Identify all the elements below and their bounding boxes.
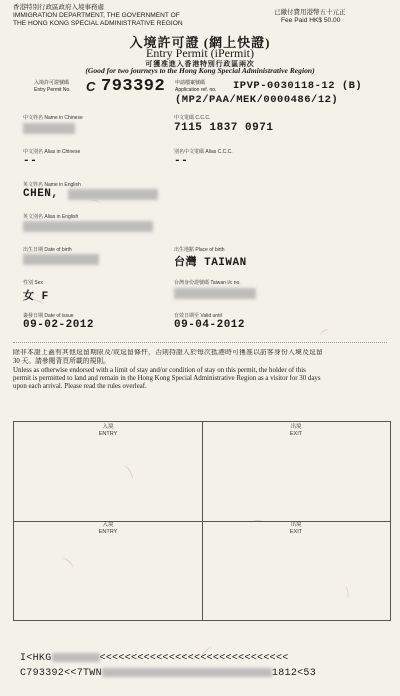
permit-number-label-english: Entry Permit No. <box>34 87 71 93</box>
permit-number-label-chinese: 入境許可證號碼 <box>34 80 70 86</box>
notice-english-1: Unless as otherwise endorsed with a limit of stay and/or condition of stay on this permit, the holder of this <box>13 367 306 374</box>
alias-chinese-value: -- <box>23 155 38 167</box>
ccc-label: 中文電碼 C.C.C. <box>174 115 211 121</box>
dob-label: 出生日期 Date of birth <box>23 247 72 253</box>
stamp-cell-entry-2 <box>14 522 202 536</box>
pob-value: 台灣 TAIWAN <box>174 257 247 269</box>
stamp-label-english: ENTRY <box>98 529 118 535</box>
name-english-value: CHEN, <box>23 188 59 200</box>
notice-english-2: permit is permitted to land and remain in the Hong Kong Special Administrative Region as a visitor for 30 days <box>13 375 321 382</box>
date-of-issue-value: 09-02-2012 <box>23 319 95 331</box>
taiwan-ic-label: 台灣身份證號碼 Taiwan i/c no. <box>174 280 241 286</box>
stamp-label-chinese: 出境 <box>290 424 302 430</box>
app-ref-value-2: (MP2/PAA/MEK/0000486/12) <box>175 94 339 106</box>
fee-chinese: 已繳付費用港幣五十元正 <box>274 9 346 16</box>
mrz-line-1-redacted <box>52 653 100 662</box>
mrz-line-2-redacted <box>102 668 272 677</box>
fee-english: Fee Paid HK$ 50.00 <box>281 17 341 24</box>
name-chinese-redacted <box>23 123 75 134</box>
app-ref-label-chinese: 申請檔案號碼 <box>175 80 206 86</box>
stamp-label-english: EXIT <box>289 529 303 535</box>
date-of-issue-label: 簽發日期 Date of issue <box>23 313 74 319</box>
stamp-label-chinese: 入境 <box>102 424 114 430</box>
stamp-grid <box>13 421 391 621</box>
valid-until-value: 09-04-2012 <box>174 319 246 331</box>
mrz-line-1 <box>20 653 289 664</box>
valid-until-label: 有效日期至 Valid until <box>174 313 222 319</box>
dob-redacted <box>23 254 99 265</box>
department-name-english-2: THE HONG KONG SPECIAL ADMINISTRATIVE REGION <box>13 20 183 27</box>
subtitle-english-text: Good for two journeys to the Hong Kong Special Administrative Region <box>87 66 313 75</box>
title-english: Entry Permit (iPermit) <box>146 46 254 60</box>
notice-chinese-2: 30 天。請參閱背頁所載的規則。 <box>13 358 110 365</box>
ccc-value: 7115 1837 0971 <box>174 122 274 134</box>
sex-label: 性別 Sex <box>23 280 44 286</box>
app-ref-value: IPVP-0030118-12 (B) <box>233 80 363 92</box>
mrz-line-1-fill: <<<<<<<<<<<<<<<<<<<<<<<<<<<<<< <box>99 653 289 665</box>
sex-value: 女 F <box>23 291 49 303</box>
permit-letter: C <box>86 79 96 94</box>
divider <box>13 342 387 344</box>
stamp-label-english: EXIT <box>289 431 303 437</box>
alias-ccc-value: -- <box>174 155 189 167</box>
mrz-line-2-end: 1812<53 <box>271 668 317 680</box>
paper-fiber <box>319 328 330 337</box>
department-name-english-1: IMMIGRATION DEPARTMENT, THE GOVERNMENT OF <box>13 12 180 19</box>
notice-english-3: upon each arrival. Please read the rules overleaf. <box>13 383 147 390</box>
title-chinese: 入境許可證 (網上快證) <box>129 35 271 50</box>
name-english-redacted <box>68 189 158 200</box>
alias-chinese-label: 中文別名 Alias in Chinese <box>23 149 81 155</box>
alias-english-redacted <box>23 221 153 232</box>
mrz-line-1-start: I<HKG <box>20 653 52 665</box>
stamp-cell-entry-1 <box>14 424 202 438</box>
taiwan-ic-redacted <box>174 288 256 299</box>
subtitle-chinese: 可獲准進入香港特別行政區兩次 <box>145 60 255 68</box>
stamp-cell-exit-2 <box>202 522 390 536</box>
notice-chinese-1: 除非本證上蓋有其他逗留期限及/或逗留條件，否則持證人於每次抵港時可獲准以訪客身份入境及逗留 <box>13 349 323 356</box>
alias-ccc-label: 別名中文電碼 Alias C.C.C. <box>174 149 233 155</box>
department-name-chinese: 香港特別行政區政府入境事務處 <box>13 4 104 11</box>
name-english-label: 英文姓名 Name in English <box>23 182 81 188</box>
pob-label: 出生地點 Place of birth <box>174 247 225 253</box>
mrz-line-2-start: C793392<<7TWN <box>20 668 102 680</box>
stamp-label-chinese: 出境 <box>290 522 302 528</box>
stamp-cell-exit-1 <box>202 424 390 438</box>
app-ref-label-english: Application ref. no. <box>175 87 217 93</box>
mrz-line-2 <box>20 668 316 679</box>
subtitle-english: (Good for two journeys to the Hong Kong Special Administrative Region) <box>85 66 315 75</box>
stamp-label-chinese: 入境 <box>102 522 114 528</box>
name-chinese-label: 中文姓名 Name in Chinese <box>23 115 83 121</box>
permit-number: 793392 <box>101 77 166 96</box>
stamp-label-english: ENTRY <box>98 431 118 437</box>
alias-english-label: 英文別名 Alias in English <box>23 214 79 220</box>
